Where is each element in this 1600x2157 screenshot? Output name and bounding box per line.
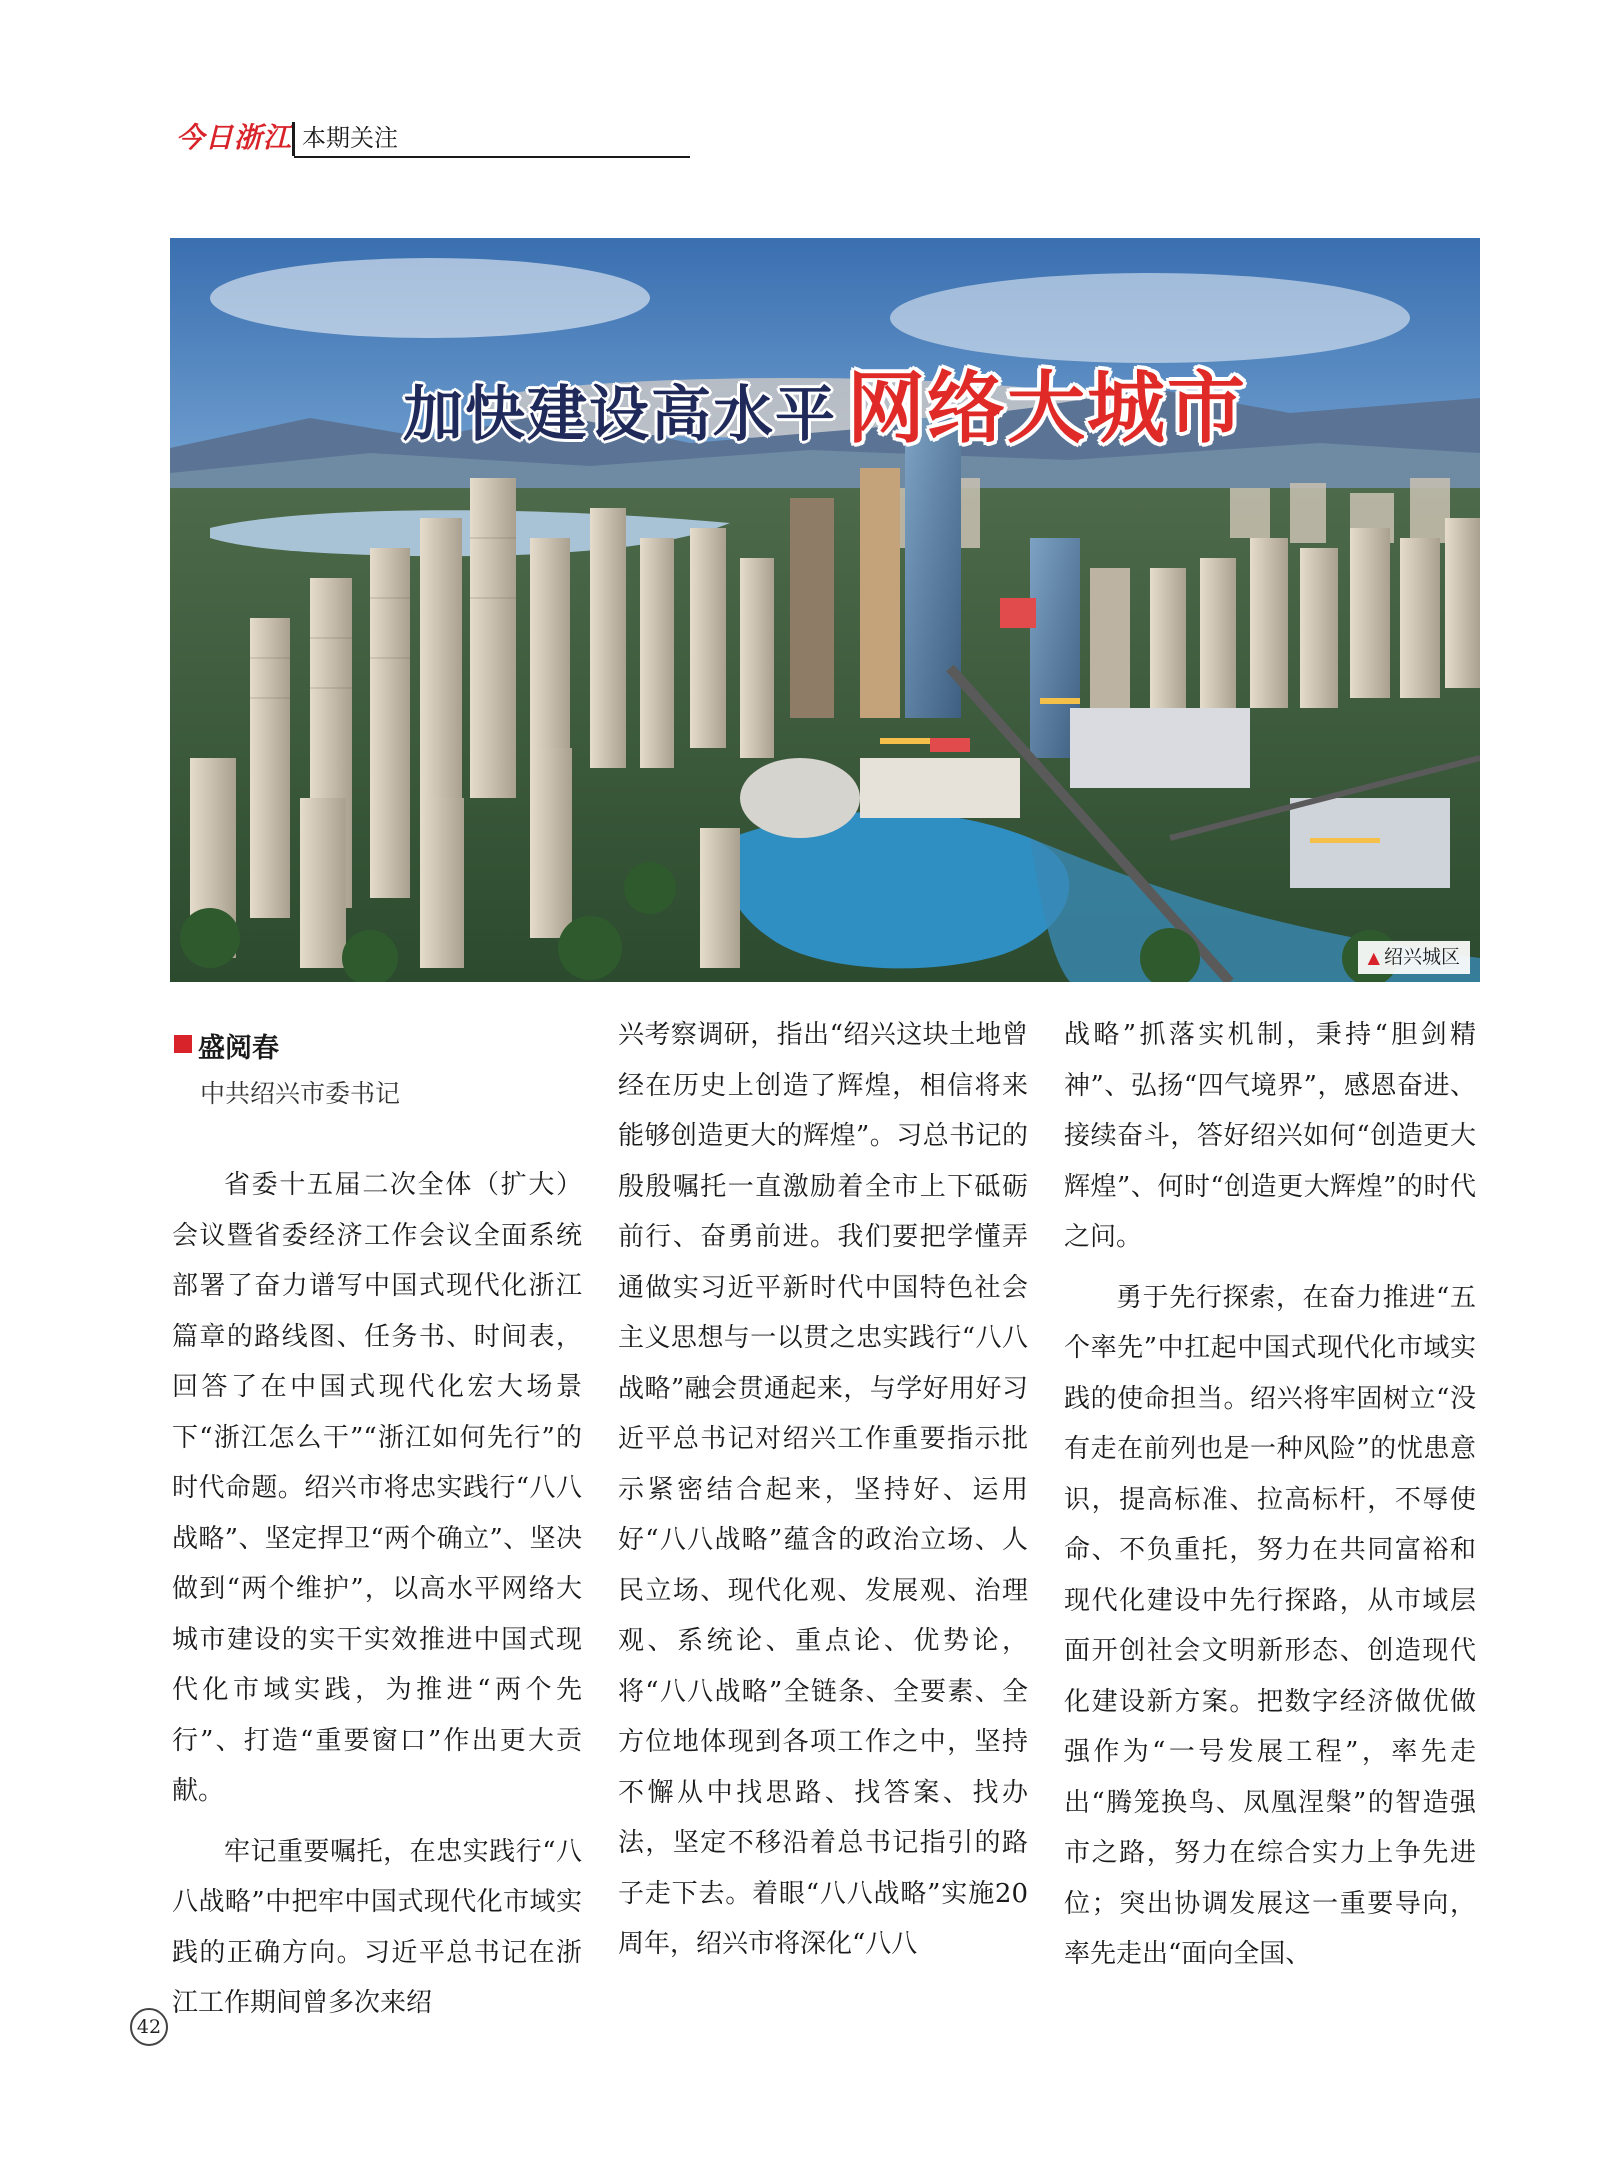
header-divider xyxy=(292,122,295,156)
author-byline xyxy=(174,1026,279,1065)
magazine-logo: 今日浙江 xyxy=(176,121,293,154)
body-column-2 xyxy=(618,1010,1028,1980)
body-column-3 xyxy=(1064,1010,1476,1990)
paragraph: 战略”抓落实机制，秉持“胆剑精神”、弘扬“四气境界”，感恩奋进、接续奋斗，答好绍兴如何“创造更大辉煌”、何时“创造更大辉煌”的时代之问。 xyxy=(1064,1020,1476,1252)
hero-photo xyxy=(170,238,1480,982)
page-number: 42 xyxy=(130,2008,168,2046)
paragraph: 省委十五届二次全体（扩大）会议暨省委经济工作会议全面系统部署了奋力谱写中国式现代化浙江篇章的路线图、任务书、时间表，回答了在中国式现代化宏大场景下“浙江怎么干”“浙江如何先行”的时代命题。绍兴市将忠实践行“八八战略”、坚定捍卫“两个确立”、坚决做到“两个维护”，以高水平网络大城市建设的实干实效推进中国式现代化市域实践，为推进“两个先行”、打造“重要窗口”作出更大贡献。 xyxy=(172,1170,582,1806)
section-label: 本期关注 xyxy=(302,124,398,152)
caption-triangle-icon: ▲ xyxy=(1367,948,1380,967)
paragraph: 兴考察调研，指出“绍兴这块土地曾经在历史上创造了辉煌，相信将来能够创造更大的辉煌”。习总书记的殷殷嘱托一直激励着全市上下砥砺前行、奋勇前进。我们要把学懂弄通做实习近平新时代中国特色社会主义思想与一以贯之忠实践行“八八战略”融会贯通起来，与学好用好习近平总书记对绍兴工作重要指示批示紧密结合起来，坚持好、运用好“八八战略”蕴含的政治立场、人民立场、现代化观、发展观、治理观、系统论、重点论、优势论，将“八八战略”全链条、全要素、全方位地体现到各项工作之中，坚持不懈从中找思路、找答案、找办法，坚定不移沿着总书记指引的路子走下去。着眼“八八战略”实施20周年，绍兴市将深化“八八 xyxy=(618,1020,1028,1959)
paragraph: 牢记重要嘱托，在忠实践行“八八战略”中把牢中国式现代化市域实践的正确方向。习近平总书记在浙江工作期间曾多次来绍 xyxy=(172,1836,582,2018)
caption-text: 绍兴城区 xyxy=(1383,946,1460,968)
headline-part-2: 网络大城市 xyxy=(846,364,1247,454)
photo-caption xyxy=(1358,941,1470,974)
article-headline xyxy=(170,346,1480,458)
red-square-icon xyxy=(174,1035,192,1053)
header-rule xyxy=(294,156,690,158)
paragraph: 勇于先行探索，在奋力推进“五个率先”中扛起中国式现代化市域实践的使命担当。绍兴将牢固树立“没有走在前列也是一种风险”的忧患意识，提高标准、拉高标杆，不辱使命、不负重托，努力在共同富裕和现代化建设中先行探路，从市域层面开创社会文明新形态、创造现代化建设新方案。把数字经济做优做强作为“一号发展工程”，率先走出“腾笼换鸟、凤凰涅槃”的智造强市之路，努力在综合实力上争先进位；突出协调发展这一重要导向，率先走出“面向全国、 xyxy=(1064,1282,1476,1969)
author-title: 中共绍兴市委书记 xyxy=(200,1079,401,1108)
body-column-1 xyxy=(172,1160,582,2039)
page-header xyxy=(176,118,516,162)
headline-part-1: 加快建设高水平 xyxy=(402,380,837,450)
author-name: 盛阅春 xyxy=(198,1033,279,1064)
